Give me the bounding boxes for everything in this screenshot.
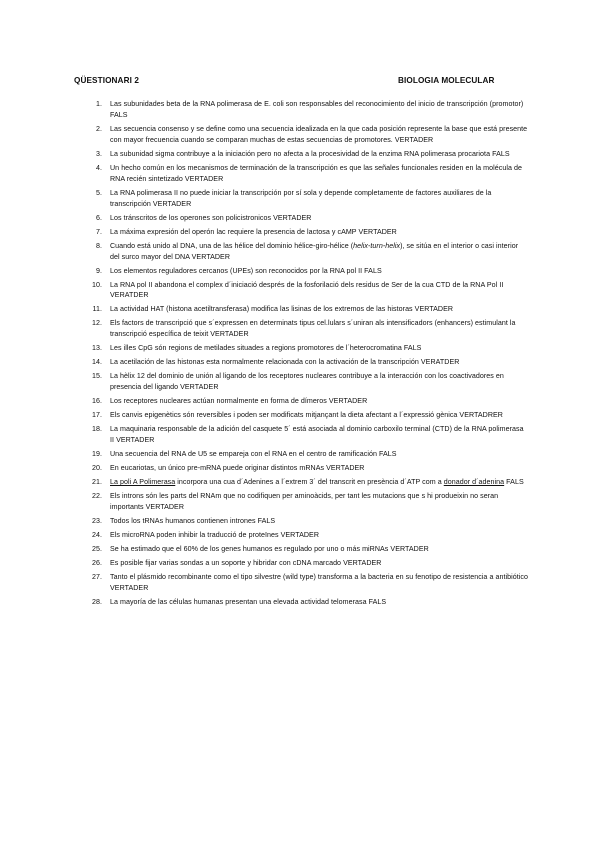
question-text	[110, 267, 382, 275]
question-text	[110, 478, 524, 486]
question-item	[88, 572, 528, 594]
question-number: 8.	[95, 241, 102, 250]
question-text-segment: La acetilación de las histonas esta normalmente relacionada con la activación de la transcripción VERATDER	[110, 358, 460, 367]
question-item	[88, 558, 528, 569]
question-text-segment: La poli A Polimerasa	[110, 478, 176, 487]
question-text	[110, 372, 504, 391]
question-text	[110, 598, 386, 606]
question-text-segment: La maquinaria responsable de la adición del casquete 5´ está asociada al dominio carboxilo terminal (CTD) de la RNA polimerasa II VERTADER	[110, 425, 524, 445]
question-text-segment: Tanto el plásmido recombinante como el tipo silvestre (wild type) transforma a la bacteria en su fenotipo de resistencia a antibiótico VERTADER	[110, 573, 528, 592]
question-number: 1.	[95, 100, 102, 108]
question-text-segment: Todos los tRNAs humanos contienen intrones FALS	[110, 517, 276, 526]
question-item	[88, 124, 528, 146]
question-text	[110, 164, 522, 183]
question-item	[88, 318, 528, 340]
question-text-segment: La RNA polimerasa II no puede iniciar la transcripción por sí sola y depende completamente de factores auxiliares de la transcripción VERTADER	[110, 188, 492, 208]
question-text-segment: Els factors de transcripció que s´expressen en determinats tipus cel.lulars s´uniran als intensificadors (enhancers) estimulant la transcripció específica de teixit VERTADER	[110, 319, 516, 339]
question-item	[88, 463, 528, 474]
question-number: 13.	[91, 344, 102, 353]
question-text-segment: FALS	[504, 478, 524, 487]
question-item	[88, 188, 528, 210]
question-item	[88, 597, 528, 608]
question-text-segment: Els microRNA poden inhibir la traducció de proteïnes VERTADER	[110, 531, 319, 540]
document-title: QÜESTIONARI 2	[74, 76, 139, 85]
question-item	[88, 516, 528, 527]
question-item	[88, 241, 528, 263]
question-text	[110, 464, 364, 472]
question-text-segment: La subunidad sigma contribuye a la iniciación pero no afecta a la procesividad de la enzima RNA polimerasa procariota FALS	[110, 149, 510, 158]
question-number: 12.	[91, 319, 102, 328]
question-number: 4.	[95, 163, 102, 172]
question-item	[88, 410, 528, 421]
question-text	[110, 450, 397, 458]
question-text	[110, 319, 516, 338]
question-item	[88, 266, 528, 277]
question-text-segment: Los receptores nucleares actúan normalmente en forma de dímeros VERTADER	[110, 397, 368, 406]
question-text-segment: La hèlix 12 del dominio de unión al ligando de los receptores nucleares contribuye a la interacción con los coactivadores en presencia del ligando VERTADER	[110, 372, 504, 392]
question-number: 22.	[91, 492, 102, 501]
question-item	[88, 371, 528, 393]
question-text-segment: Les illes CpG són regions de metilades situades a regions promotores de l´heterocromatina FALS	[110, 344, 422, 353]
question-number: 21.	[91, 478, 102, 487]
question-item	[88, 163, 528, 185]
question-number: 9.	[95, 266, 102, 275]
question-text-segment: Els canvis epigenètics són reversibles i poden ser modificats mitjançant la dieta afectant a l´expressió gènica VERTADRER	[110, 411, 503, 420]
question-text	[110, 100, 523, 119]
question-text-segment: La mayoría de las células humanas presentan una elevada actividad telomerasa FALS	[110, 597, 387, 606]
question-text-segment: Un hecho común en los mecanismos de terminación de la transcripción es que las señales funcionales residen en la molécula de RNA recién sintetizado VERTADER	[110, 163, 522, 183]
question-text	[110, 305, 453, 313]
question-text	[110, 425, 524, 444]
question-text	[110, 531, 319, 539]
question-text-segment: helix-turn-helix	[353, 241, 401, 250]
question-text	[110, 281, 503, 300]
question-number: 2.	[95, 124, 102, 133]
question-item	[88, 544, 528, 555]
question-text	[110, 125, 527, 144]
question-number: 6.	[95, 213, 102, 222]
question-text	[110, 411, 503, 419]
question-number: 7.	[95, 227, 102, 236]
question-number: 14.	[91, 358, 102, 367]
question-text	[110, 228, 397, 236]
question-number: 3.	[95, 149, 102, 158]
question-text-segment: La actividad HAT (histona acetiltransferasa) modifica las lisinas de los extremos de las historas VERTADER	[110, 305, 454, 314]
question-number: 25.	[91, 545, 102, 554]
question-number: 11.	[92, 305, 102, 314]
question-text	[110, 214, 311, 222]
question-text-segment: Las secuencia consenso y se define como una secuencia idealizada en la que cada posición represente la base que está presente con mayor frecuencia cuando se comparan muchas de estas secuencias de promotores. VERTADER	[110, 124, 528, 144]
question-item	[88, 477, 528, 488]
question-text	[110, 397, 367, 405]
question-item	[88, 304, 528, 315]
question-item	[88, 213, 528, 224]
question-text-segment: Los elementos reguladores cercanos (UPEs) son reconocidos por la RNA pol II FALS	[110, 266, 382, 275]
question-text-segment: La RNA pol II abandona el complex d´iniciació després de la fosforilació dels residus de Ser de la cua CTD de la RNA Pol II VERATDER	[110, 280, 504, 300]
question-text-segment: ), se sitúa en el interior o casi interior del surco mayor del DNA VERTADER	[110, 241, 519, 261]
question-number: 28.	[91, 597, 102, 606]
question-item	[88, 396, 528, 407]
question-text-segment: Es posible fijar varias sondas a un soporte y hibridar con cDNA marcado VERTADER	[110, 559, 382, 568]
question-number: 10.	[91, 280, 102, 289]
question-text	[110, 492, 498, 511]
question-number: 27.	[91, 573, 102, 582]
question-item	[88, 530, 528, 541]
question-text	[110, 517, 275, 525]
question-text-segment: La máxima expresión del operón lac requiere la presencia de lactosa y cAMP VERTADER	[110, 227, 397, 236]
question-text-segment: Los tránscritos de los operones son policistronicos VERTADER	[110, 213, 312, 222]
question-number: 24.	[91, 531, 102, 540]
question-text	[110, 559, 381, 567]
question-number: 19.	[91, 450, 102, 459]
question-text-segment: Las subunidades beta de la RNA polimerasa de E. coli son responsables del reconocimiento del inicio de transcripción (promotor) FALS	[110, 100, 524, 119]
question-number: 5.	[95, 188, 102, 197]
question-item	[88, 227, 528, 238]
question-item	[88, 424, 528, 446]
question-item	[88, 357, 528, 368]
question-item	[88, 99, 528, 121]
question-number: 16.	[91, 397, 102, 406]
subject-title: BIOLOGIA MOLECULAR	[398, 76, 495, 85]
question-text	[110, 344, 421, 352]
question-text	[110, 545, 429, 553]
question-text	[110, 150, 510, 158]
question-item	[88, 343, 528, 354]
question-text-segment: Una secuencia del RNA de U5 se empareja con el RNA en el centro de ramificación FALS	[110, 450, 397, 459]
question-list	[88, 99, 528, 611]
question-item	[88, 280, 528, 302]
question-text-segment: Els introns són les parts del RNAm que no codifiquen per aminoàcids, per tant les mutacions que s hi produeixin no seran importants VERTADER	[110, 492, 499, 512]
question-number: 23.	[91, 517, 102, 526]
question-text-segment: Cuando está unido al DNA, una de las hélice del dominio hélice-giro-hélice (	[110, 241, 354, 250]
question-number: 20.	[91, 464, 102, 473]
question-text	[110, 189, 491, 208]
question-item	[88, 149, 528, 160]
question-number: 15.	[91, 372, 102, 381]
question-text-segment: donador d´adenina	[443, 478, 505, 487]
question-text	[110, 358, 459, 366]
question-number: 17.	[91, 411, 102, 420]
question-number: 18.	[91, 425, 102, 434]
question-text	[110, 242, 518, 261]
question-number: 26.	[91, 559, 102, 568]
question-text	[110, 573, 528, 592]
question-text-segment: Se ha estimado que el 60% de los genes humanos es regulado por uno o más miRNAs VERTADER	[110, 545, 429, 554]
question-text-segment: incorpora una cua d´Adenines a l´extrem 3´ del transcrit en presència d´ATP com a	[175, 478, 444, 487]
question-item	[88, 491, 528, 513]
question-text-segment: En eucariotas, un único pre-mRNA puede originar distintos mRNAs VERTADER	[110, 464, 365, 473]
question-item	[88, 449, 528, 460]
